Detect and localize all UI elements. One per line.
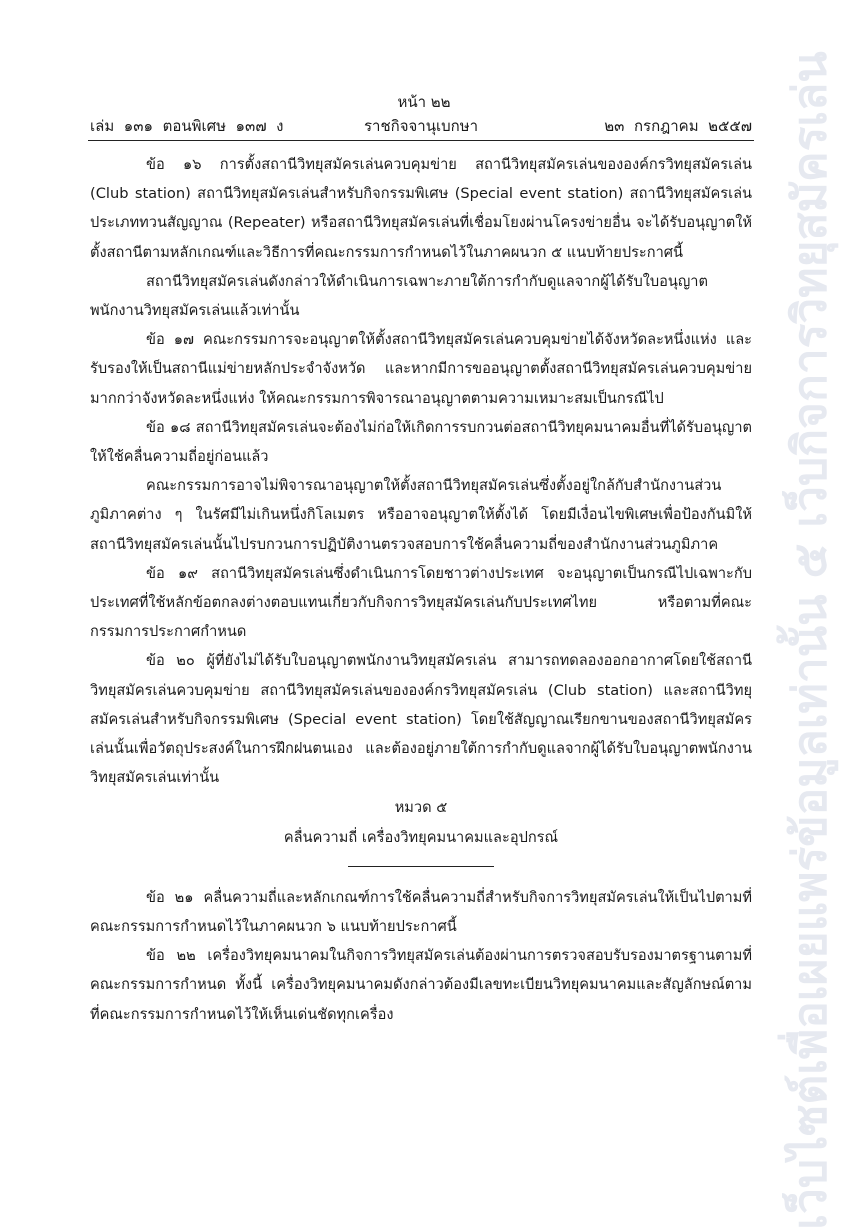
clause-22: ข้อ ๒๒ เครื่องวิทยุคมนาคมในกิจการวิทยุสมัครเล่นต้องผ่านการตรวจสอบรับรองมาตรฐานตามที่คณะกรรมการกำหนด ทั้งนี้ เครื่องวิทยุคมนาคมดังกล่าวต้องมีเลขทะเบียนวิทยุคมนาคมและสัญลักษณ์ตามที่คณะกรรมการกำหนดไว้ให้เห็นเด่นชัดทุกเครื่อง bbox=[90, 947, 752, 1023]
clause-19: ข้อ ๑๙ สถานีวิทยุสมัครเล่นซึ่งดำเนินการโดยชาวต่างประเทศ จะอนุญาตเป็นกรณีไปเฉพาะกับประเทศที่ใช้หลักข้อตกลงต่างตอบแทนเกี่ยวกับกิจการวิทยุสมัครเล่นกับประเทศไทย หรือตามที่คณะกรรมการประกาศกำหนด bbox=[90, 564, 752, 641]
page-number: หน้า ๒๒ bbox=[397, 93, 451, 111]
chapter-subtitle: คลื่นความถี่ เครื่องวิทยุคมนาคมและอุปกรณ์ bbox=[283, 828, 559, 846]
chapter-divider bbox=[348, 866, 494, 867]
gazette-name: ราชกิจจานุเบกษา bbox=[363, 117, 479, 135]
clause-18: ข้อ ๑๘ สถานีวิทยุสมัครเล่นจะต้องไม่ก่อให้เกิดการรบกวนต่อสถานีวิทยุคมนาคมอื่นที่ได้รับอนุญาตให้ใช้คลื่นความถี่อยู่ก่อนแล้ว bbox=[90, 418, 752, 466]
document-body bbox=[90, 150, 752, 1029]
chapter-title: หมวด ๕ bbox=[394, 799, 448, 817]
header-rule bbox=[88, 140, 754, 141]
clause-16: ข้อ ๑๖ การตั้งสถานีวิทยุสมัครเล่นควบคุมข่าย สถานีวิทยุสมัครเล่นขององค์กรวิทยุสมัครเล่น (Club station) สถานีวิทยุสมัครเล่นสำหรับกิจกรรมพิเศษ (Special event station) สถานีวิทยุสมัครเล่นประเภททวนสัญญาณ (Repeater) หรือสถานีวิทยุสมัครเล่นที่เชื่อมโยงผ่านโครงข่ายอื่น จะได้รับอนุญาตให้ตั้งสถานีตามหลักเกณฑ์และวิธีการที่คณะกรรมการกำหนดไว้ในภาคผนวก ๕ แนบท้ายประกาศนี้ bbox=[90, 156, 752, 261]
volume-issue: เล่ม ๑๓๑ ตอนพิเศษ ๑๓๗ ง bbox=[90, 117, 284, 135]
clause-17: ข้อ ๑๗ คณะกรรมการจะอนุญาตให้ตั้งสถานีวิทยุสมัครเล่นควบคุมข่ายได้จังหวัดละหนึ่งแห่ง และรับรองให้เป็นสถานีแม่ข่ายหลักประจำจังหวัด และหากมีการขออนุญาตตั้งสถานีวิทยุสมัครเล่นควบคุมข่ายมากกว่าจังหวัดละหนึ่งแห่ง ให้คณะกรรมการพิจารณาอนุญาตตามความเหมาะสมเป็นกรณีไป bbox=[90, 331, 752, 407]
clause-21: ข้อ ๒๑ คลื่นความถี่และหลักเกณฑ์การใช้คลื่นความถี่สำหรับกิจการวิทยุสมัครเล่นให้เป็นไปตามที่คณะกรรมการกำหนดไว้ในภาคผนวก ๖ แนบท้ายประกาศนี้ bbox=[90, 888, 752, 936]
watermark-text: เว็บไซต์เพื่อเผยแพร่ข้อมูลเท่านั้น ๕ เว็บกิจการวิทยุสมัครเล่น bbox=[782, 50, 837, 1229]
clause-20: ข้อ ๒๐ ผู้ที่ยังไม่ได้รับใบอนุญาตพนักงานวิทยุสมัครเล่น สามารถทดลองออกอากาศโดยใช้สถานีวิทยุสมัครเล่นควบคุมข่าย สถานีวิทยุสมัครเล่นขององค์กรวิทยุสมัครเล่น (Club station) และสถานีวิทยุสมัครเล่นสำหรับกิจกรรมพิเศษ (Special event station) โดยใช้สัญญาณเรียกขานของสถานีวิทยุสมัครเล่นนั้นเพื่อวัตถุประสงค์ในการฝึกฝนตนเอง และต้องอยู่ภายใต้การกำกับดูแลจากผู้ได้รับใบอนุญาตพนักงานวิทยุสมัครเล่นเท่านั้น bbox=[90, 652, 752, 787]
clause-16-paragraph-2: สถานีวิทยุสมัครเล่นดังกล่าวให้ดำเนินการเฉพาะภายใต้การกำกับดูแลจากผู้ได้รับใบอนุญาตพนักงานวิทยุสมัครเล่นแล้วเท่านั้น bbox=[90, 272, 708, 320]
publication-date: ๒๓ กรกฎาคม ๒๕๕๗ bbox=[604, 117, 752, 135]
clause-18-paragraph-2: คณะกรรมการอาจไม่พิจารณาอนุญาตให้ตั้งสถานีวิทยุสมัครเล่นซึ่งตั้งอยู่ใกล้กับสำนักงานส่วนภูมิภาคต่าง ๆ ในรัศมีไม่เกินหนึ่งกิโลเมตร หรืออาจอนุญาตให้ตั้งได้ โดยมีเงื่อนไขพิเศษเพื่อป้องกันมิให้สถานีวิทยุสมัครเล่นนั้นไปรบกวนการปฏิบัติงานตรวจสอบการใช้คลื่นความถี่ของสำนักงานส่วนภูมิภาค bbox=[90, 477, 752, 553]
gazette-header bbox=[90, 114, 752, 138]
watermark bbox=[780, 50, 840, 1229]
